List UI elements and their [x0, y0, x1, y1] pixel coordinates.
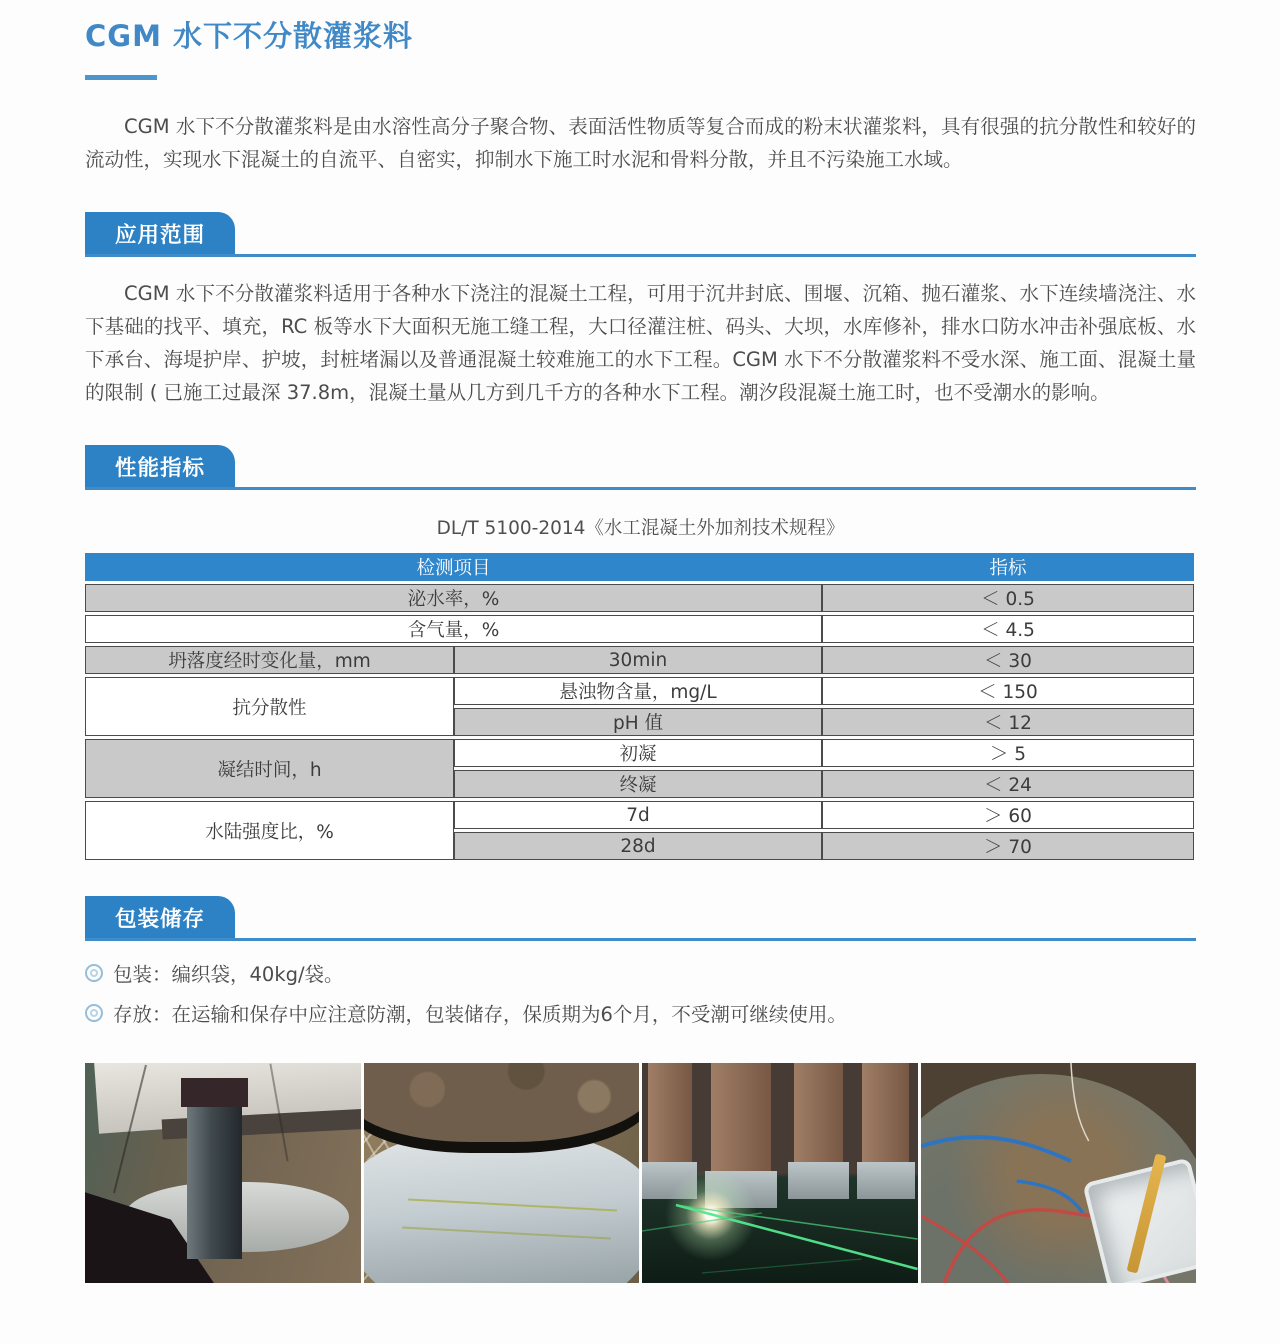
application-paragraph: CGM 水下不分散灌浆料适用于各种水下浇注的混凝土工程，可用于沉井封底、围堰、沉箱、抛石灌浆、水下连续墙浇注、水下基础的找平、填充，RC 板等水下大面积无施工缝工程，大口径灌注桩、码头、大坝，水库修补，排水口防水冲击补强底板、水下承台、海堤护岸、护坡，封桩堵漏以及普通混凝土较难施工的水下工程。CGM 水下不分散灌浆料不受水深、施工面、混凝土量的限制 ( 已施工过最深 37.8m，混凝土量从几方到几千方的各种水下工程。潮汐段混凝土施工时，也不受潮水的影响。: [85, 282, 1196, 404]
section-badge-application: 应用范围: [85, 212, 235, 254]
table-cell: 30min: [454, 646, 822, 674]
table-cell: ＜ 12: [822, 708, 1194, 736]
ring-bullet-icon: [85, 964, 103, 982]
table-header-index: 指标: [822, 553, 1194, 581]
table-cell: 抗分散性: [85, 677, 454, 736]
packaging-list: [85, 959, 1196, 1027]
table-cell: ＞ 70: [822, 832, 1194, 860]
table-cell: ＜ 150: [822, 677, 1194, 705]
table-cell: 坍落度经时变化量，mm: [85, 646, 454, 674]
page-title: CGM 水下不分散灌浆料: [85, 19, 414, 53]
section-badge-packaging: 包装储存: [85, 896, 235, 938]
list-item: [85, 959, 1196, 987]
table-cell: ＜ 24: [822, 770, 1194, 798]
table-cell: ＜ 4.5: [822, 615, 1194, 643]
table-cell: ＜ 0.5: [822, 584, 1194, 612]
packaging-item-text: 包装：编织袋，40kg/袋。: [113, 963, 344, 986]
document-page: [85, 0, 1196, 1283]
table-cell: 7d: [454, 801, 822, 829]
table-cell: ＜ 30: [822, 646, 1194, 674]
photo-strip: [85, 1063, 1196, 1283]
section-header-performance: [85, 445, 1196, 490]
table-cell: 初凝: [454, 739, 822, 767]
title-underline: [85, 75, 157, 80]
table-cell: ＞ 5: [822, 739, 1194, 767]
night-piers-laser-photo: [642, 1063, 918, 1283]
list-item: [85, 999, 1196, 1027]
table-cell: 水陆强度比，%: [85, 801, 454, 860]
table-header-item: 检测项目: [85, 553, 822, 581]
intro-paragraph: CGM 水下不分散灌浆料是由水溶性高分子聚合物、表面活性物质等复合而成的粉末状灌浆料，具有很强的抗分散性和较好的流动性，实现水下混凝土的自流平、自密实，抑制水下施工时水泥和骨料分散，并且不污染施工水域。: [85, 115, 1196, 171]
table-cell: 终凝: [454, 770, 822, 798]
performance-table: [85, 553, 1196, 860]
table-cell: ＞ 60: [822, 801, 1194, 829]
caisson-grouting-topview-photo: [921, 1063, 1197, 1283]
laser-lines: [642, 1063, 918, 1283]
section-header-packaging: [85, 896, 1196, 941]
section-badge-performance: 性能指标: [85, 445, 235, 487]
standard-reference: DL/T 5100-2014《水工混凝土外加剂技术规程》: [436, 518, 845, 539]
ring-bullet-icon: [85, 1004, 103, 1022]
table-cell: 含气量，%: [85, 615, 822, 643]
table-cell: 悬浊物含量，mg/L: [454, 677, 822, 705]
table-cell: 凝结时间，h: [85, 739, 454, 798]
packaging-item-text: 存放：在运输和保存中应注意防潮，包装储存，保质期为6个月，不受潮可继续使用。: [113, 1003, 847, 1026]
table-cell: 泌水率，%: [85, 584, 822, 612]
table-cell: 28d: [454, 832, 822, 860]
table-cell: pH 值: [454, 708, 822, 736]
pier-column-construction-photo: [85, 1063, 361, 1283]
pier-collar-closeup-photo: [364, 1063, 640, 1283]
section-header-application: [85, 212, 1196, 257]
